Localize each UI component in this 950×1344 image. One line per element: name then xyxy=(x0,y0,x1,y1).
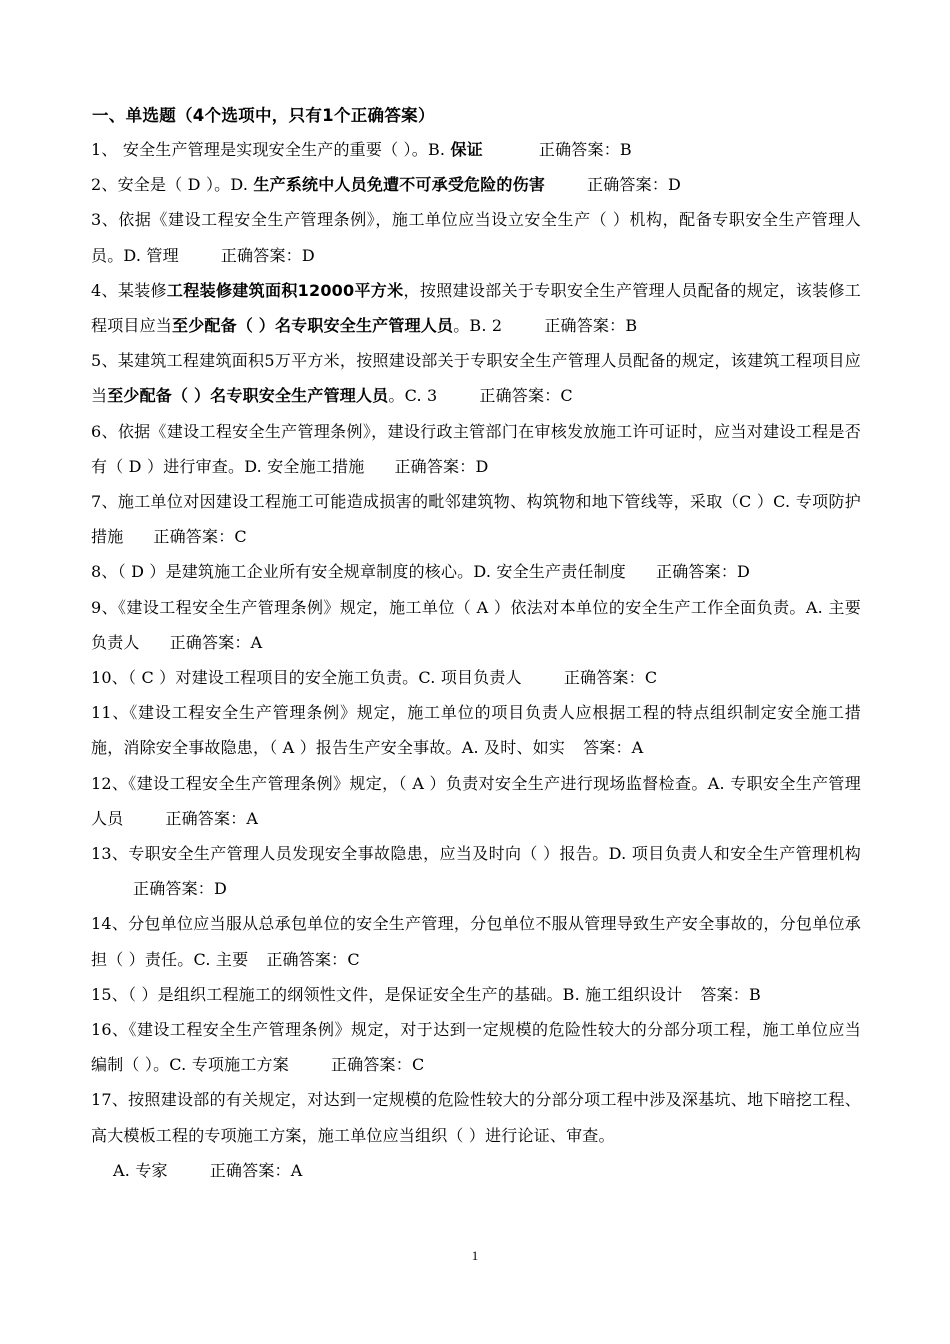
emphasis-text: 工程装修建筑面积12000平方米 xyxy=(166,280,404,300)
correct-answer: 正确答案：C xyxy=(330,1055,425,1075)
question-1 xyxy=(91,132,861,167)
question-12 xyxy=(91,766,861,836)
correct-answer: 正确答案：B xyxy=(544,316,638,336)
question-text: 5、某建筑工程建筑面积5万平方米，按照建设部关于专职安全生产管理人员配备的规定，该建筑工程项目应当 xyxy=(91,351,861,406)
question-7 xyxy=(91,484,861,554)
answer-option: 。B. 2 xyxy=(453,316,503,336)
question-text: 6、依据《建设工程安全生产管理条例》，建设行政主管部门在审核发放施工许可证时，应当对建设工程是否有（ D ）进行审查。D. 安全施工措施 xyxy=(91,421,861,476)
question-3 xyxy=(91,202,861,272)
correct-answer: 正确答案：D xyxy=(656,562,751,582)
question-text: ，按照建设部关于专职安全生产管理人员配备的规定，该装修工程项目应当 xyxy=(91,280,861,336)
correct-answer: 正确答案：C xyxy=(266,949,360,969)
correct-answer: 正确答案：D xyxy=(587,175,682,195)
question-5 xyxy=(91,343,861,413)
section-heading: 一、单选题（4个选项中，只有1个正确答案） xyxy=(92,106,435,125)
question-text: 10、（ C ）对建设工程项目的安全施工负责。C. 项目负责人 xyxy=(91,668,522,688)
question-list xyxy=(91,132,861,1188)
question-text: 16、《建设工程安全生产管理条例》规定，对于达到一定规模的危险性较大的分部分项工程，施工单位应当编制（ ）。C. 专项施工方案 xyxy=(91,1020,861,1075)
correct-answer: 正确答案：D xyxy=(394,456,489,476)
emphasis-text: 至少配备（ ）名专职安全生产管理人员 xyxy=(107,386,389,406)
question-text: 15、（ ）是组织工程施工的纲领性文件，是保证安全生产的基础。B. 施工组织设计 xyxy=(91,984,683,1004)
question-text: 12、《建设工程安全生产管理条例》规定，（ A ）负责对安全生产进行现场监督检查。A. 专职安全生产管理人员 xyxy=(91,773,861,828)
question-2 xyxy=(91,167,861,202)
question-17 xyxy=(91,1082,861,1152)
question-text: 9、《建设工程安全生产管理条例》规定，施工单位（ A ）依法对本单位的安全生产工作全面负责。A. 主要负责人 xyxy=(91,597,861,652)
question-4 xyxy=(91,273,861,343)
correct-answer: 正确答案：A xyxy=(169,632,263,652)
page-number: 1 xyxy=(471,1248,479,1263)
emphasis-text: 至少配备（ ）名专职安全生产管理人员 xyxy=(172,316,454,336)
question-16 xyxy=(91,1012,861,1082)
correct-answer: 答案：A xyxy=(583,738,644,758)
question-17-answer xyxy=(91,1153,861,1188)
question-text: 13、专职安全生产管理人员发现安全事故隐患，应当及时向（ ）报告。D. 项目负责人和安全生产管理机构 xyxy=(91,844,861,864)
question-text: 3、依据《建设工程安全生产管理条例》，施工单位应当设立安全生产（ ）机构，配备专职安全生产管理人员。D. 管理 xyxy=(91,210,861,265)
question-text: 7、施工单位对因建设工程施工可能造成损害的毗邻建筑物、构筑物和地下管线等，采取（C ）C. 专项防护措施 xyxy=(91,492,861,547)
correct-answer: 正确答案：C xyxy=(153,527,247,547)
question-text: 1、 安全生产管理是实现安全生产的重要（ ）。B. xyxy=(91,140,451,159)
question-6 xyxy=(91,414,861,484)
question-14 xyxy=(91,906,861,976)
question-8 xyxy=(91,554,861,589)
question-9 xyxy=(91,590,861,660)
correct-answer: 正确答案：C xyxy=(479,386,573,406)
correct-answer: 正确答案：D xyxy=(133,879,228,899)
correct-answer: 正确答案：C xyxy=(563,668,658,688)
correct-answer: 正确答案：A xyxy=(209,1160,303,1180)
correct-answer: 正确答案：A xyxy=(165,808,259,828)
question-text: 17、按照建设部的有关规定，对达到一定规模的危险性较大的分部分项工程中涉及深基坑、地下暗挖工程、高大模板工程的专项施工方案，施工单位应当组织（ ）进行论证、审查。 xyxy=(91,1090,861,1145)
question-text: 4、某装修 xyxy=(91,280,167,300)
question-15 xyxy=(91,977,861,1012)
question-10 xyxy=(91,660,861,695)
answer-option-bold: 保证 xyxy=(450,140,483,159)
correct-answer: 正确答案：B xyxy=(538,140,632,159)
question-13 xyxy=(91,836,861,906)
answer-option: 。C. 3 xyxy=(388,386,438,406)
answer-option-bold: 生产系统中人员免遭不可承受危险的伤害 xyxy=(253,175,546,195)
answer-option: A. 专家 xyxy=(113,1160,168,1180)
question-text: 14、分包单位应当服从总承包单位的安全生产管理，分包单位不服从管理导致生产安全事故的，分包单位承担（ ）责任。C. 主要 xyxy=(91,914,861,969)
question-11 xyxy=(91,695,861,765)
question-text: 2、安全是（ D ）。D. xyxy=(91,175,254,195)
correct-answer: 答案：B xyxy=(700,984,761,1004)
question-text: 8、（ D ）是建筑施工企业所有安全规章制度的核心。D. 安全生产责任制度 xyxy=(91,562,627,582)
question-text: 11、《建设工程安全生产管理条例》规定，施工单位的项目负责人应根据工程的特点组织制定安全施工措施，消除安全事故隐患，（ A ）报告生产安全事故。A. 及时、如实 xyxy=(91,703,861,758)
correct-answer: 正确答案：D xyxy=(220,245,315,265)
